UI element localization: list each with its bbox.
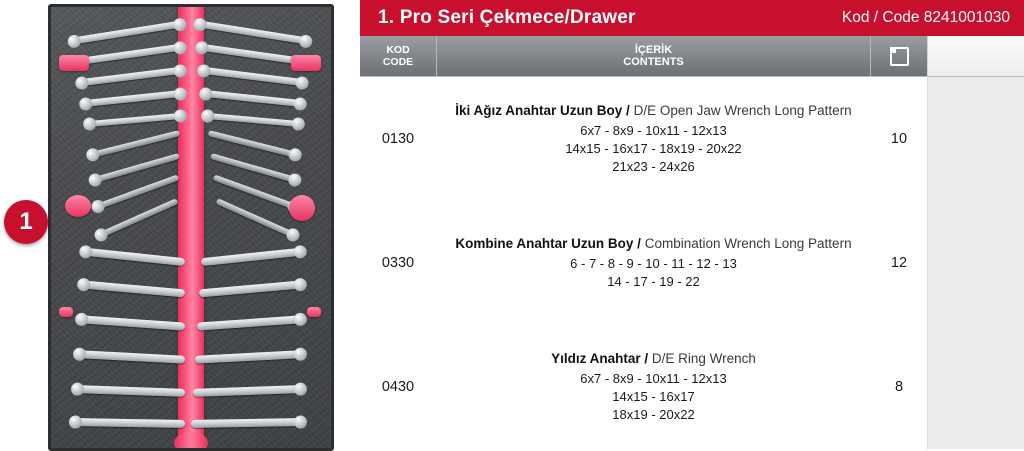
table-row <box>360 77 1024 201</box>
tool-drawer-image <box>48 4 334 451</box>
row-size-line: 14 - 17 - 19 - 22 <box>607 274 700 289</box>
table-row <box>360 325 1024 449</box>
row-size-line: 14x15 - 16x17 - 18x19 - 20x22 <box>565 141 742 156</box>
row-size-line: 6x7 - 8x9 - 10x11 - 12x13 <box>580 371 727 386</box>
foam-clip <box>289 195 315 221</box>
column-header-contents <box>436 36 871 76</box>
column-header-spacer <box>927 36 1024 76</box>
item-number-badge <box>4 200 48 244</box>
drawer-photo-panel <box>0 0 360 449</box>
foam-clip <box>65 195 91 217</box>
row-size-line: 18x19 - 20x22 <box>612 407 695 422</box>
column-header-contents-tr: İÇERİK <box>634 43 673 56</box>
row-product-name-en: D/E Ring Wrench <box>651 351 756 366</box>
row-contents <box>436 201 871 325</box>
row-spacer <box>927 201 1024 325</box>
column-header-code-en: CODE <box>382 56 414 68</box>
column-header-code <box>360 36 436 76</box>
row-product-name-en: Combination Wrench Long Pattern <box>644 236 852 251</box>
item-number-badge-label: 1 <box>19 208 33 235</box>
row-product-name <box>455 235 851 252</box>
column-header-contents-en: CONTENTS <box>623 56 684 68</box>
foam-clip <box>291 55 321 71</box>
foam-clip <box>307 307 321 317</box>
row-code: 0430 <box>381 379 415 395</box>
page-title: 1. Pro Seri Çekmece/Drawer <box>378 7 636 28</box>
row-product-name-tr: İki Ağız Anahtar Uzun Boy / <box>455 103 630 118</box>
row-product-name <box>551 350 756 367</box>
column-header-quantity <box>871 36 927 76</box>
row-quantity: 12 <box>890 255 908 271</box>
row-size-line: 6x7 - 8x9 - 10x11 - 12x13 <box>580 123 727 138</box>
row-size-line: 6 - 7 - 8 - 9 - 10 - 11 - 12 - 13 <box>570 256 737 271</box>
foam-clip <box>59 55 89 71</box>
contents-table-panel <box>360 0 1024 449</box>
row-size-line: 21x23 - 24x26 <box>612 159 695 174</box>
row-size-line: 14x15 - 16x17 <box>612 389 695 404</box>
row-product-name <box>455 102 851 119</box>
row-quantity: 10 <box>890 131 908 147</box>
row-product-name-tr: Yıldız Anahtar / <box>551 351 649 366</box>
row-contents <box>436 325 871 449</box>
product-code: Kod / Code 8241001030 <box>841 9 1010 26</box>
table-header-row <box>360 36 1024 77</box>
row-spacer <box>927 325 1024 449</box>
row-product-name-en: D/E Open Jaw Wrench Long Pattern <box>633 103 852 118</box>
row-contents <box>436 77 871 201</box>
row-code: 0130 <box>381 131 415 147</box>
row-spacer <box>927 77 1024 201</box>
row-product-name-tr: Kombine Anahtar Uzun Boy / <box>455 236 641 251</box>
column-header-code-tr: KOD <box>386 44 410 56</box>
row-code: 0330 <box>381 255 415 271</box>
drawer-title-bar <box>360 0 1024 36</box>
row-quantity: 8 <box>894 379 904 395</box>
table-row <box>360 201 1024 325</box>
drawer-icon <box>890 47 909 66</box>
foam-clip <box>59 307 73 317</box>
